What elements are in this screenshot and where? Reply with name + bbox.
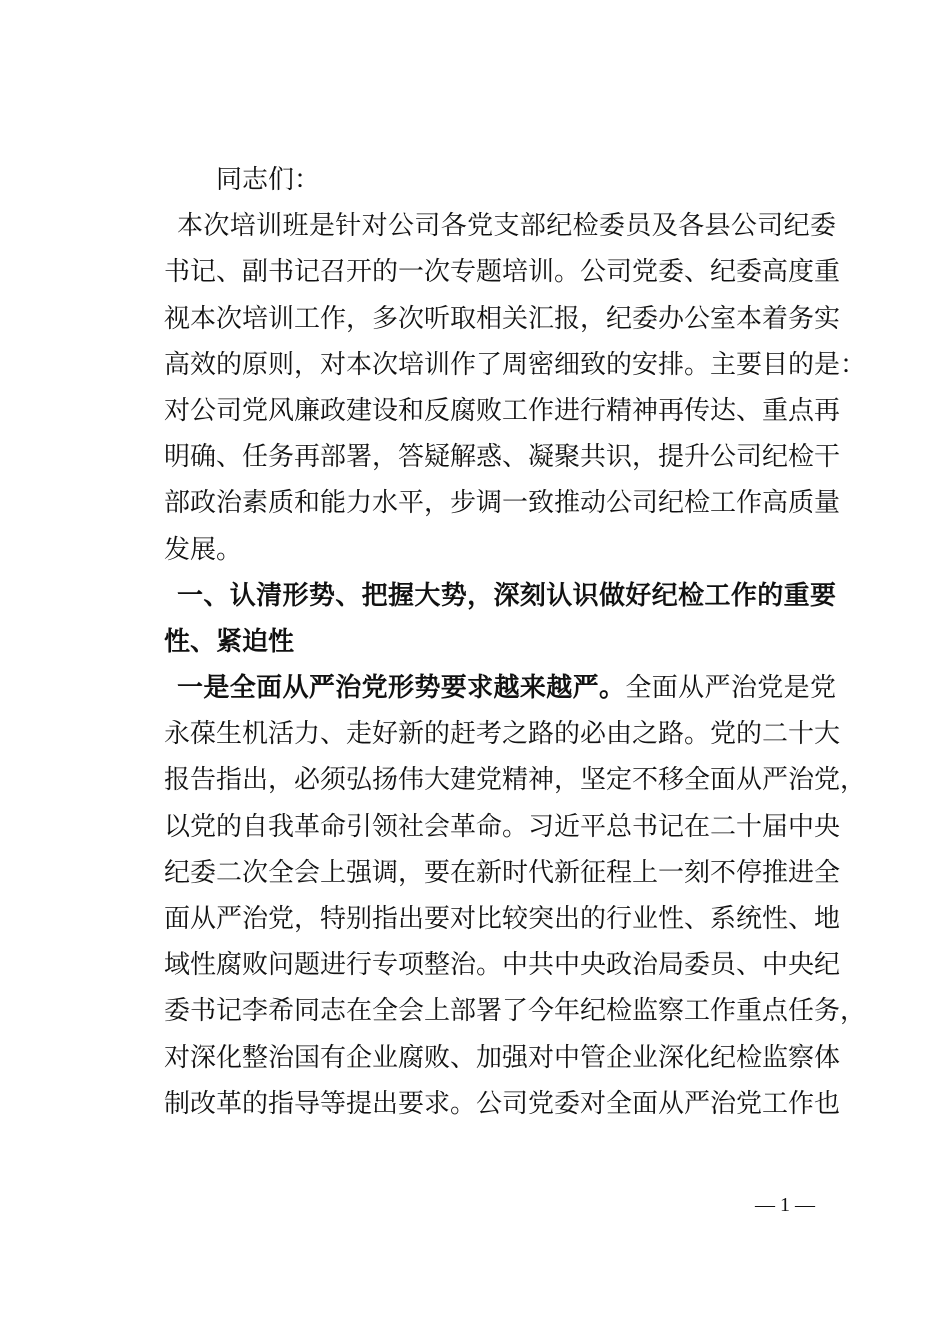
intro-line: 明确、任务再部署，答疑解惑、凝聚共识，提升公司纪检干 (164, 442, 841, 473)
point-line: 委书记李希同志在全会上部署了今年纪检监察工作重点任务， (164, 996, 867, 1027)
point-line: 永葆生机活力、走好新的赶考之路的必由之路。党的二十大 (164, 719, 841, 750)
point-paragraph (164, 665, 867, 1127)
intro-paragraph (164, 203, 867, 573)
section-heading (164, 573, 836, 665)
point-line: 以党的自我革命引领社会革命。习近平总书记在二十届中央 (164, 811, 841, 842)
page-number: — 1 — (755, 1194, 815, 1216)
intro-line: 对公司党风廉政建设和反腐败工作进行精神再传达、重点再 (164, 395, 841, 426)
document-body (164, 157, 867, 1127)
point-line: 报告指出，必须弘扬伟大建党精神，坚定不移全面从严治党， (164, 765, 867, 796)
intro-line: 书记、副书记召开的一次专题培训。公司党委、纪委高度重 (164, 257, 841, 288)
point-line: 纪委二次全会上强调，要在新时代新征程上一刻不停推进全 (164, 857, 841, 888)
point-lead: 一是全面从严治党形势要求越来越严。 (177, 673, 626, 704)
intro-line: 部政治素质和能力水平，步调一致推动公司纪检工作高质量 (164, 488, 841, 519)
point-line: 制改革的指导等提出要求。公司党委对全面从严治党工作也 (164, 1088, 841, 1119)
intro-line: 高效的原则，对本次培训作了周密细致的安排。主要目的是： (164, 349, 867, 380)
intro-line: 本次培训班是针对公司各党支部纪检委员及各县公司纪委 (177, 211, 836, 242)
heading-line: 一、认清形势、把握大势，深刻认识做好纪检工作的重要 (177, 580, 836, 611)
intro-line: 发展。 (164, 534, 243, 565)
intro-line: 视本次培训工作，多次听取相关汇报，纪委办公室本着务实 (164, 303, 841, 334)
point-first-line (164, 665, 836, 711)
point-line: 面从严治党，特别指出要对比较突出的行业性、系统性、地 (164, 904, 841, 934)
greeting: 同志们： (216, 165, 321, 195)
point-first-rest: 全面从严治党是党 (625, 673, 836, 704)
heading-line: 性、紧迫性 (164, 626, 295, 657)
point-line: 对深化整治国有企业腐败、加强对中管企业深化纪检监察体 (164, 1042, 841, 1073)
point-line: 域性腐败问题进行专项整治。中共中央政治局委员、中央纪 (164, 950, 841, 981)
